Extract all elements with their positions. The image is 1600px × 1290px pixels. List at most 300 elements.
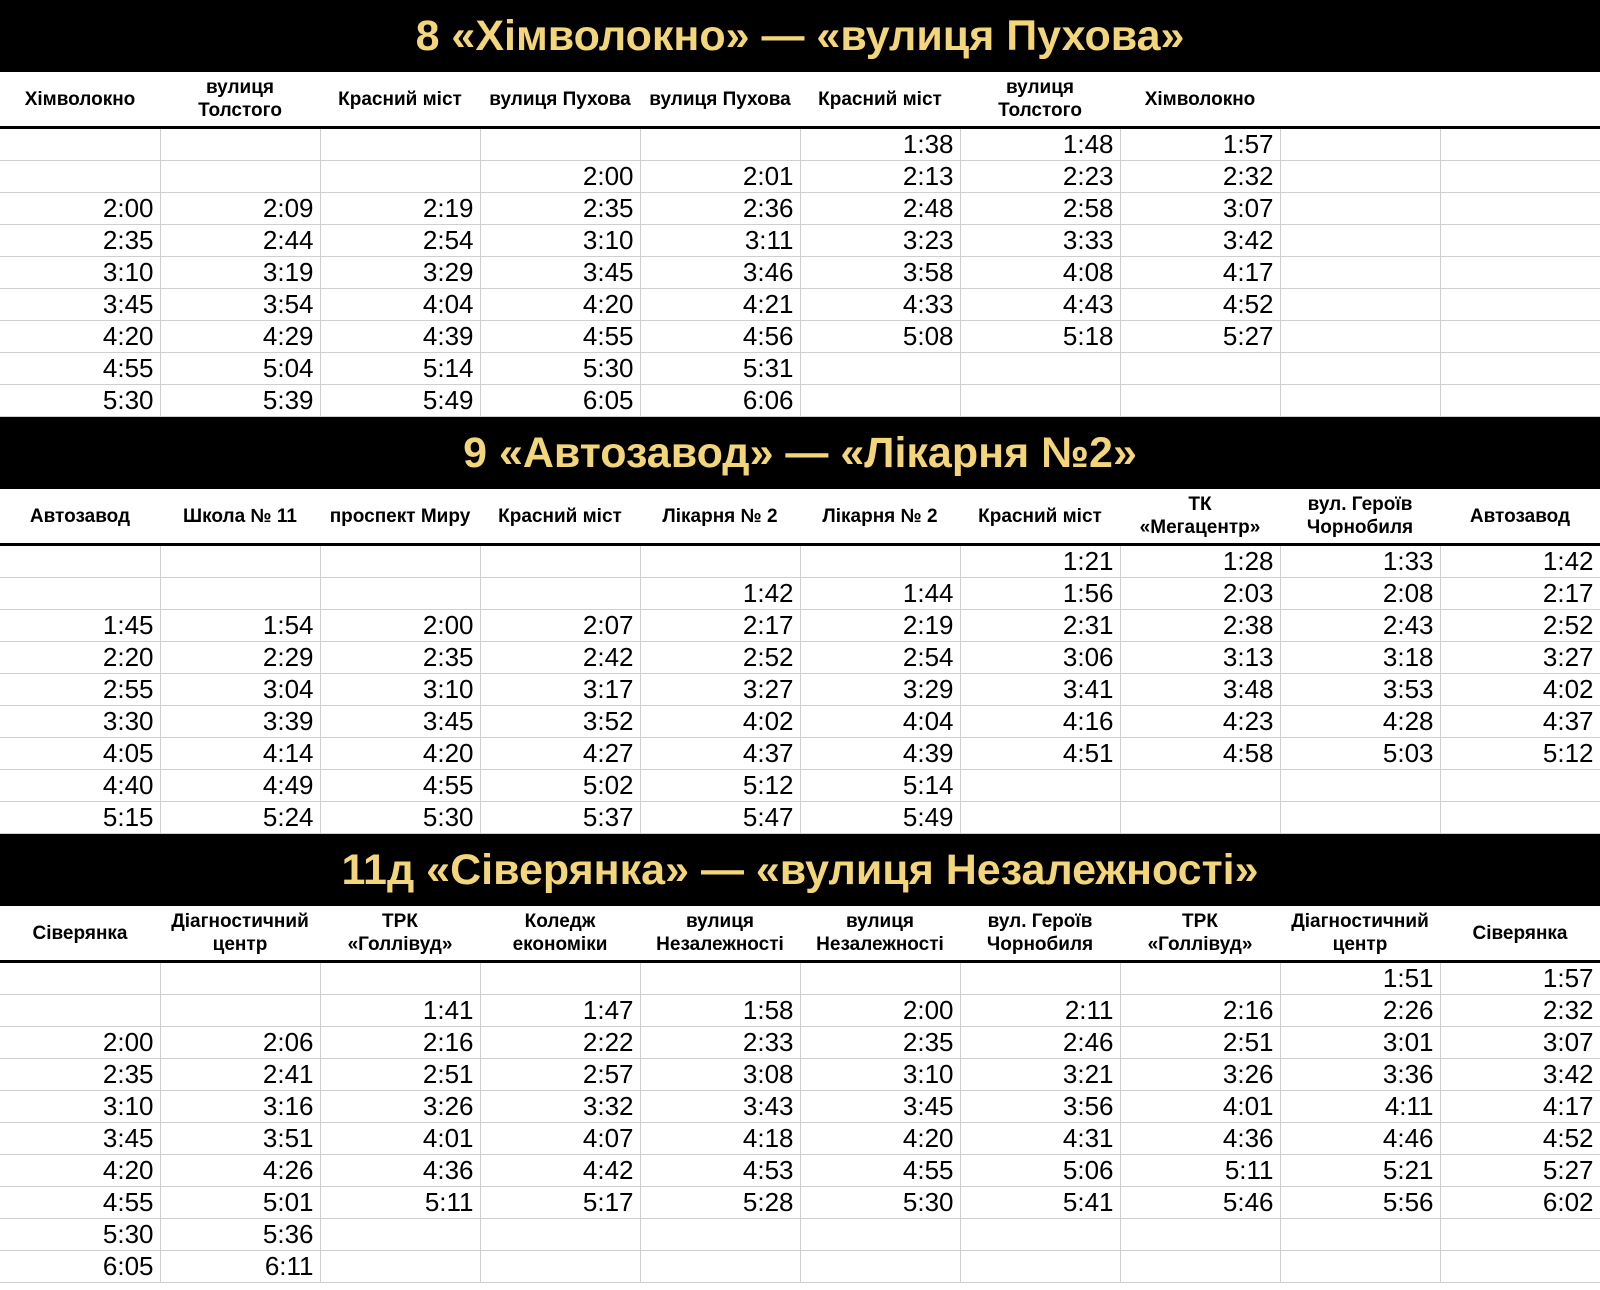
table-row bbox=[0, 642, 1600, 674]
time-cell: 5:06 bbox=[960, 1155, 1120, 1187]
time-cell: 5:14 bbox=[320, 353, 480, 385]
time-cell: 5:17 bbox=[480, 1187, 640, 1219]
time-cell: 4:02 bbox=[1440, 674, 1600, 706]
time-cell: 3:54 bbox=[160, 289, 320, 321]
time-cell bbox=[160, 545, 320, 578]
time-cell: 2:17 bbox=[640, 610, 800, 642]
time-cell: 2:35 bbox=[0, 225, 160, 257]
time-cell: 2:00 bbox=[0, 1027, 160, 1059]
time-cell: 1:57 bbox=[1120, 128, 1280, 161]
time-cell: 5:18 bbox=[960, 321, 1120, 353]
time-cell bbox=[1440, 770, 1600, 802]
column-header: проспект Миру bbox=[320, 489, 480, 545]
table-row bbox=[0, 738, 1600, 770]
time-cell: 3:29 bbox=[320, 257, 480, 289]
column-header: ТРК «Голлівуд» bbox=[320, 906, 480, 962]
time-cell bbox=[1280, 770, 1440, 802]
time-cell: 3:51 bbox=[160, 1123, 320, 1155]
time-cell: 4:20 bbox=[480, 289, 640, 321]
time-cell bbox=[1440, 193, 1600, 225]
timetable bbox=[0, 489, 1600, 834]
time-cell bbox=[320, 545, 480, 578]
time-cell bbox=[960, 385, 1120, 417]
time-cell bbox=[1280, 385, 1440, 417]
time-cell: 5:30 bbox=[0, 1219, 160, 1251]
time-cell: 3:10 bbox=[480, 225, 640, 257]
column-header: Школа № 11 bbox=[160, 489, 320, 545]
time-cell: 5:04 bbox=[160, 353, 320, 385]
header-row bbox=[0, 906, 1600, 962]
time-cell: 3:10 bbox=[800, 1059, 960, 1091]
time-cell: 1:42 bbox=[1440, 545, 1600, 578]
time-cell bbox=[1280, 128, 1440, 161]
time-cell: 2:52 bbox=[640, 642, 800, 674]
time-cell bbox=[1120, 385, 1280, 417]
time-cell: 5:49 bbox=[320, 385, 480, 417]
time-cell: 1:44 bbox=[800, 578, 960, 610]
time-cell: 5:12 bbox=[1440, 738, 1600, 770]
time-cell: 4:08 bbox=[960, 257, 1120, 289]
time-cell: 3:01 bbox=[1280, 1027, 1440, 1059]
time-cell: 2:23 bbox=[960, 161, 1120, 193]
time-cell: 3:45 bbox=[320, 706, 480, 738]
time-cell bbox=[480, 962, 640, 995]
column-header bbox=[1440, 72, 1600, 128]
table-row bbox=[0, 321, 1600, 353]
time-cell bbox=[1280, 353, 1440, 385]
table-row bbox=[0, 1219, 1600, 1251]
time-cell bbox=[800, 545, 960, 578]
route-title: 9 «Автозавод» — «Лікарня №2» bbox=[0, 417, 1600, 489]
time-cell bbox=[160, 578, 320, 610]
time-cell: 2:16 bbox=[1120, 995, 1280, 1027]
column-header: Діагностичний центр bbox=[1280, 906, 1440, 962]
time-cell: 2:03 bbox=[1120, 578, 1280, 610]
time-cell: 2:32 bbox=[1120, 161, 1280, 193]
time-cell: 1:58 bbox=[640, 995, 800, 1027]
time-cell bbox=[1440, 1219, 1600, 1251]
time-cell: 2:36 bbox=[640, 193, 800, 225]
column-header: вулиця Толстого bbox=[960, 72, 1120, 128]
time-cell: 4:18 bbox=[640, 1123, 800, 1155]
time-cell bbox=[1280, 802, 1440, 834]
column-header: Хімволокно bbox=[1120, 72, 1280, 128]
time-cell: 2:44 bbox=[160, 225, 320, 257]
time-cell bbox=[960, 1251, 1120, 1283]
time-cell: 5:12 bbox=[640, 770, 800, 802]
column-header: Діагностичний центр bbox=[160, 906, 320, 962]
table-row bbox=[0, 385, 1600, 417]
time-cell: 4:29 bbox=[160, 321, 320, 353]
time-cell: 4:26 bbox=[160, 1155, 320, 1187]
time-cell bbox=[320, 128, 480, 161]
time-cell bbox=[1120, 802, 1280, 834]
table-row bbox=[0, 193, 1600, 225]
column-header bbox=[1280, 72, 1440, 128]
table-row bbox=[0, 289, 1600, 321]
time-cell: 3:17 bbox=[480, 674, 640, 706]
time-cell: 4:43 bbox=[960, 289, 1120, 321]
table-row bbox=[0, 706, 1600, 738]
time-cell: 1:42 bbox=[640, 578, 800, 610]
time-cell: 2:54 bbox=[320, 225, 480, 257]
time-cell: 3:41 bbox=[960, 674, 1120, 706]
time-cell: 4:02 bbox=[640, 706, 800, 738]
time-cell: 2:01 bbox=[640, 161, 800, 193]
time-cell bbox=[800, 962, 960, 995]
time-cell: 3:04 bbox=[160, 674, 320, 706]
table-row bbox=[0, 578, 1600, 610]
time-cell: 4:46 bbox=[1280, 1123, 1440, 1155]
time-cell: 1:56 bbox=[960, 578, 1120, 610]
time-cell: 3:07 bbox=[1440, 1027, 1600, 1059]
time-cell: 1:54 bbox=[160, 610, 320, 642]
time-cell: 3:27 bbox=[640, 674, 800, 706]
table-row bbox=[0, 770, 1600, 802]
time-cell bbox=[640, 1219, 800, 1251]
time-cell: 3:26 bbox=[320, 1091, 480, 1123]
time-cell: 4:37 bbox=[640, 738, 800, 770]
time-cell: 5:39 bbox=[160, 385, 320, 417]
time-cell: 2:31 bbox=[960, 610, 1120, 642]
header-row bbox=[0, 72, 1600, 128]
time-cell bbox=[800, 1251, 960, 1283]
time-cell: 2:33 bbox=[640, 1027, 800, 1059]
time-cell: 5:08 bbox=[800, 321, 960, 353]
time-cell bbox=[1280, 1219, 1440, 1251]
column-header: ТРК «Голлівуд» bbox=[1120, 906, 1280, 962]
time-cell: 5:14 bbox=[800, 770, 960, 802]
time-cell bbox=[1440, 802, 1600, 834]
time-cell: 1:38 bbox=[800, 128, 960, 161]
time-cell: 4:14 bbox=[160, 738, 320, 770]
time-cell: 6:05 bbox=[480, 385, 640, 417]
table-row bbox=[0, 353, 1600, 385]
time-cell bbox=[0, 161, 160, 193]
time-cell: 5:30 bbox=[800, 1187, 960, 1219]
time-cell: 4:01 bbox=[320, 1123, 480, 1155]
time-cell bbox=[1440, 128, 1600, 161]
time-cell: 3:58 bbox=[800, 257, 960, 289]
time-cell: 6:11 bbox=[160, 1251, 320, 1283]
time-cell bbox=[0, 962, 160, 995]
time-cell: 4:20 bbox=[800, 1123, 960, 1155]
time-cell: 2:16 bbox=[320, 1027, 480, 1059]
time-cell bbox=[1440, 353, 1600, 385]
time-cell: 4:05 bbox=[0, 738, 160, 770]
time-cell: 2:35 bbox=[480, 193, 640, 225]
time-cell: 3:19 bbox=[160, 257, 320, 289]
time-cell: 4:55 bbox=[0, 1187, 160, 1219]
time-cell: 2:22 bbox=[480, 1027, 640, 1059]
table-row bbox=[0, 161, 1600, 193]
time-cell bbox=[320, 1219, 480, 1251]
time-cell bbox=[1120, 962, 1280, 995]
time-cell: 3:16 bbox=[160, 1091, 320, 1123]
time-cell: 4:33 bbox=[800, 289, 960, 321]
time-cell: 3:42 bbox=[1440, 1059, 1600, 1091]
column-header: Красний міст bbox=[960, 489, 1120, 545]
time-cell: 5:11 bbox=[320, 1187, 480, 1219]
time-cell: 6:02 bbox=[1440, 1187, 1600, 1219]
time-cell: 4:53 bbox=[640, 1155, 800, 1187]
time-cell: 2:19 bbox=[320, 193, 480, 225]
time-cell: 4:23 bbox=[1120, 706, 1280, 738]
column-header: Сіверянка bbox=[1440, 906, 1600, 962]
time-cell bbox=[800, 353, 960, 385]
time-cell: 2:13 bbox=[800, 161, 960, 193]
time-cell: 5:30 bbox=[480, 353, 640, 385]
table-row bbox=[0, 1027, 1600, 1059]
column-header: Сіверянка bbox=[0, 906, 160, 962]
time-cell: 4:36 bbox=[1120, 1123, 1280, 1155]
time-cell: 2:48 bbox=[800, 193, 960, 225]
time-cell bbox=[1120, 770, 1280, 802]
time-cell: 5:37 bbox=[480, 802, 640, 834]
time-cell: 2:55 bbox=[0, 674, 160, 706]
time-cell: 2:42 bbox=[480, 642, 640, 674]
time-cell bbox=[960, 962, 1120, 995]
time-cell bbox=[640, 545, 800, 578]
time-cell: 3:11 bbox=[640, 225, 800, 257]
time-cell bbox=[1440, 225, 1600, 257]
time-cell: 3:10 bbox=[0, 257, 160, 289]
table-row bbox=[0, 1251, 1600, 1283]
time-cell bbox=[800, 1219, 960, 1251]
time-cell: 3:30 bbox=[0, 706, 160, 738]
time-cell: 5:27 bbox=[1120, 321, 1280, 353]
time-cell: 2:09 bbox=[160, 193, 320, 225]
time-cell: 5:24 bbox=[160, 802, 320, 834]
column-header: вулиця Незалежності bbox=[800, 906, 960, 962]
time-cell: 4:58 bbox=[1120, 738, 1280, 770]
time-cell: 3:39 bbox=[160, 706, 320, 738]
time-cell: 5:28 bbox=[640, 1187, 800, 1219]
time-cell: 5:02 bbox=[480, 770, 640, 802]
time-cell: 4:04 bbox=[320, 289, 480, 321]
time-cell bbox=[1280, 193, 1440, 225]
table-row bbox=[0, 545, 1600, 578]
time-cell: 5:36 bbox=[160, 1219, 320, 1251]
time-cell: 4:55 bbox=[480, 321, 640, 353]
time-cell: 4:55 bbox=[320, 770, 480, 802]
table-row bbox=[0, 1123, 1600, 1155]
time-cell: 5:30 bbox=[0, 385, 160, 417]
time-cell bbox=[1120, 1219, 1280, 1251]
time-cell: 4:01 bbox=[1120, 1091, 1280, 1123]
time-cell bbox=[640, 1251, 800, 1283]
time-cell bbox=[800, 385, 960, 417]
time-cell: 2:51 bbox=[320, 1059, 480, 1091]
time-cell: 4:51 bbox=[960, 738, 1120, 770]
column-header: Хімволокно bbox=[0, 72, 160, 128]
time-cell bbox=[0, 995, 160, 1027]
table-row bbox=[0, 802, 1600, 834]
time-cell: 5:03 bbox=[1280, 738, 1440, 770]
time-cell: 2:54 bbox=[800, 642, 960, 674]
time-cell: 2:29 bbox=[160, 642, 320, 674]
time-cell bbox=[1440, 257, 1600, 289]
column-header: вул. Героїв Чорнобиля bbox=[1280, 489, 1440, 545]
route-title: 8 «Хімволокно» — «вулиця Пухова» bbox=[0, 0, 1600, 72]
time-cell: 1:45 bbox=[0, 610, 160, 642]
time-cell: 4:49 bbox=[160, 770, 320, 802]
time-cell: 4:37 bbox=[1440, 706, 1600, 738]
time-cell: 2:00 bbox=[480, 161, 640, 193]
time-cell: 5:56 bbox=[1280, 1187, 1440, 1219]
time-cell: 3:18 bbox=[1280, 642, 1440, 674]
time-cell bbox=[480, 1251, 640, 1283]
time-cell: 4:55 bbox=[0, 353, 160, 385]
table-row bbox=[0, 128, 1600, 161]
time-cell bbox=[960, 353, 1120, 385]
time-cell: 1:57 bbox=[1440, 962, 1600, 995]
time-cell: 4:52 bbox=[1440, 1123, 1600, 1155]
column-header: Красний міст bbox=[800, 72, 960, 128]
time-cell bbox=[640, 962, 800, 995]
time-cell bbox=[960, 1219, 1120, 1251]
time-cell: 6:05 bbox=[0, 1251, 160, 1283]
column-header: ТК «Мегацентр» bbox=[1120, 489, 1280, 545]
time-cell: 4:39 bbox=[320, 321, 480, 353]
time-cell bbox=[1440, 385, 1600, 417]
column-header: Лікарня № 2 bbox=[800, 489, 960, 545]
time-cell bbox=[1280, 161, 1440, 193]
time-cell: 2:20 bbox=[0, 642, 160, 674]
column-header: Красний міст bbox=[320, 72, 480, 128]
time-cell: 4:56 bbox=[640, 321, 800, 353]
time-cell bbox=[320, 578, 480, 610]
time-cell: 3:32 bbox=[480, 1091, 640, 1123]
time-cell bbox=[480, 1219, 640, 1251]
time-cell: 6:06 bbox=[640, 385, 800, 417]
time-cell bbox=[1440, 1251, 1600, 1283]
time-cell: 3:43 bbox=[640, 1091, 800, 1123]
time-cell: 1:48 bbox=[960, 128, 1120, 161]
time-cell: 1:41 bbox=[320, 995, 480, 1027]
time-cell: 4:52 bbox=[1120, 289, 1280, 321]
time-cell: 2:57 bbox=[480, 1059, 640, 1091]
time-cell: 2:46 bbox=[960, 1027, 1120, 1059]
time-cell: 4:20 bbox=[0, 321, 160, 353]
time-cell: 2:52 bbox=[1440, 610, 1600, 642]
time-cell bbox=[1120, 1251, 1280, 1283]
time-cell bbox=[0, 578, 160, 610]
time-cell: 2:19 bbox=[800, 610, 960, 642]
column-header: Красний міст bbox=[480, 489, 640, 545]
time-cell: 3:45 bbox=[480, 257, 640, 289]
time-cell bbox=[1120, 353, 1280, 385]
time-cell: 3:21 bbox=[960, 1059, 1120, 1091]
time-cell: 2:35 bbox=[320, 642, 480, 674]
time-cell: 5:30 bbox=[320, 802, 480, 834]
time-cell bbox=[960, 802, 1120, 834]
time-cell bbox=[320, 1251, 480, 1283]
table-row bbox=[0, 1091, 1600, 1123]
time-cell: 3:46 bbox=[640, 257, 800, 289]
time-cell: 4:20 bbox=[320, 738, 480, 770]
column-header: Автозавод bbox=[1440, 489, 1600, 545]
time-cell bbox=[480, 128, 640, 161]
time-cell: 5:46 bbox=[1120, 1187, 1280, 1219]
time-cell: 1:33 bbox=[1280, 545, 1440, 578]
time-cell: 2:35 bbox=[800, 1027, 960, 1059]
time-cell bbox=[1280, 289, 1440, 321]
time-cell: 3:48 bbox=[1120, 674, 1280, 706]
time-cell: 3:23 bbox=[800, 225, 960, 257]
time-cell: 4:16 bbox=[960, 706, 1120, 738]
time-cell: 2:08 bbox=[1280, 578, 1440, 610]
time-cell: 5:31 bbox=[640, 353, 800, 385]
time-cell: 5:15 bbox=[0, 802, 160, 834]
time-cell bbox=[1440, 321, 1600, 353]
time-cell: 3:06 bbox=[960, 642, 1120, 674]
time-cell: 3:27 bbox=[1440, 642, 1600, 674]
time-cell: 3:53 bbox=[1280, 674, 1440, 706]
time-cell bbox=[1280, 321, 1440, 353]
time-cell: 3:33 bbox=[960, 225, 1120, 257]
time-cell: 2:07 bbox=[480, 610, 640, 642]
time-cell: 3:45 bbox=[0, 1123, 160, 1155]
time-cell: 5:11 bbox=[1120, 1155, 1280, 1187]
time-cell: 2:00 bbox=[320, 610, 480, 642]
time-cell bbox=[1440, 161, 1600, 193]
column-header: Коледж економіки bbox=[480, 906, 640, 962]
time-cell bbox=[480, 578, 640, 610]
time-cell: 4:21 bbox=[640, 289, 800, 321]
column-header: вулиця Пухова bbox=[480, 72, 640, 128]
time-cell: 4:17 bbox=[1120, 257, 1280, 289]
time-cell: 5:01 bbox=[160, 1187, 320, 1219]
time-cell: 3:10 bbox=[320, 674, 480, 706]
time-cell: 2:26 bbox=[1280, 995, 1440, 1027]
time-cell bbox=[160, 161, 320, 193]
time-cell: 2:17 bbox=[1440, 578, 1600, 610]
time-cell: 4:04 bbox=[800, 706, 960, 738]
time-cell: 1:47 bbox=[480, 995, 640, 1027]
column-header: вулиця Толстого bbox=[160, 72, 320, 128]
time-cell: 3:10 bbox=[0, 1091, 160, 1123]
table-row bbox=[0, 995, 1600, 1027]
time-cell: 2:00 bbox=[0, 193, 160, 225]
time-cell: 5:27 bbox=[1440, 1155, 1600, 1187]
time-cell bbox=[320, 161, 480, 193]
time-cell: 5:21 bbox=[1280, 1155, 1440, 1187]
time-cell: 3:42 bbox=[1120, 225, 1280, 257]
time-cell: 4:42 bbox=[480, 1155, 640, 1187]
table-row bbox=[0, 1155, 1600, 1187]
table-row bbox=[0, 225, 1600, 257]
time-cell: 1:28 bbox=[1120, 545, 1280, 578]
time-cell: 3:26 bbox=[1120, 1059, 1280, 1091]
time-cell: 3:08 bbox=[640, 1059, 800, 1091]
time-cell: 3:45 bbox=[800, 1091, 960, 1123]
time-cell: 2:38 bbox=[1120, 610, 1280, 642]
timetable bbox=[0, 906, 1600, 1283]
time-cell: 1:51 bbox=[1280, 962, 1440, 995]
header-row bbox=[0, 489, 1600, 545]
table-row bbox=[0, 257, 1600, 289]
route-title: 11д «Сіверянка» — «вулиця Незалежності» bbox=[0, 834, 1600, 906]
time-cell bbox=[960, 770, 1120, 802]
time-cell: 3:36 bbox=[1280, 1059, 1440, 1091]
table-row bbox=[0, 1187, 1600, 1219]
time-cell: 2:58 bbox=[960, 193, 1120, 225]
table-row bbox=[0, 674, 1600, 706]
time-cell: 4:11 bbox=[1280, 1091, 1440, 1123]
time-cell bbox=[160, 962, 320, 995]
time-cell bbox=[160, 128, 320, 161]
